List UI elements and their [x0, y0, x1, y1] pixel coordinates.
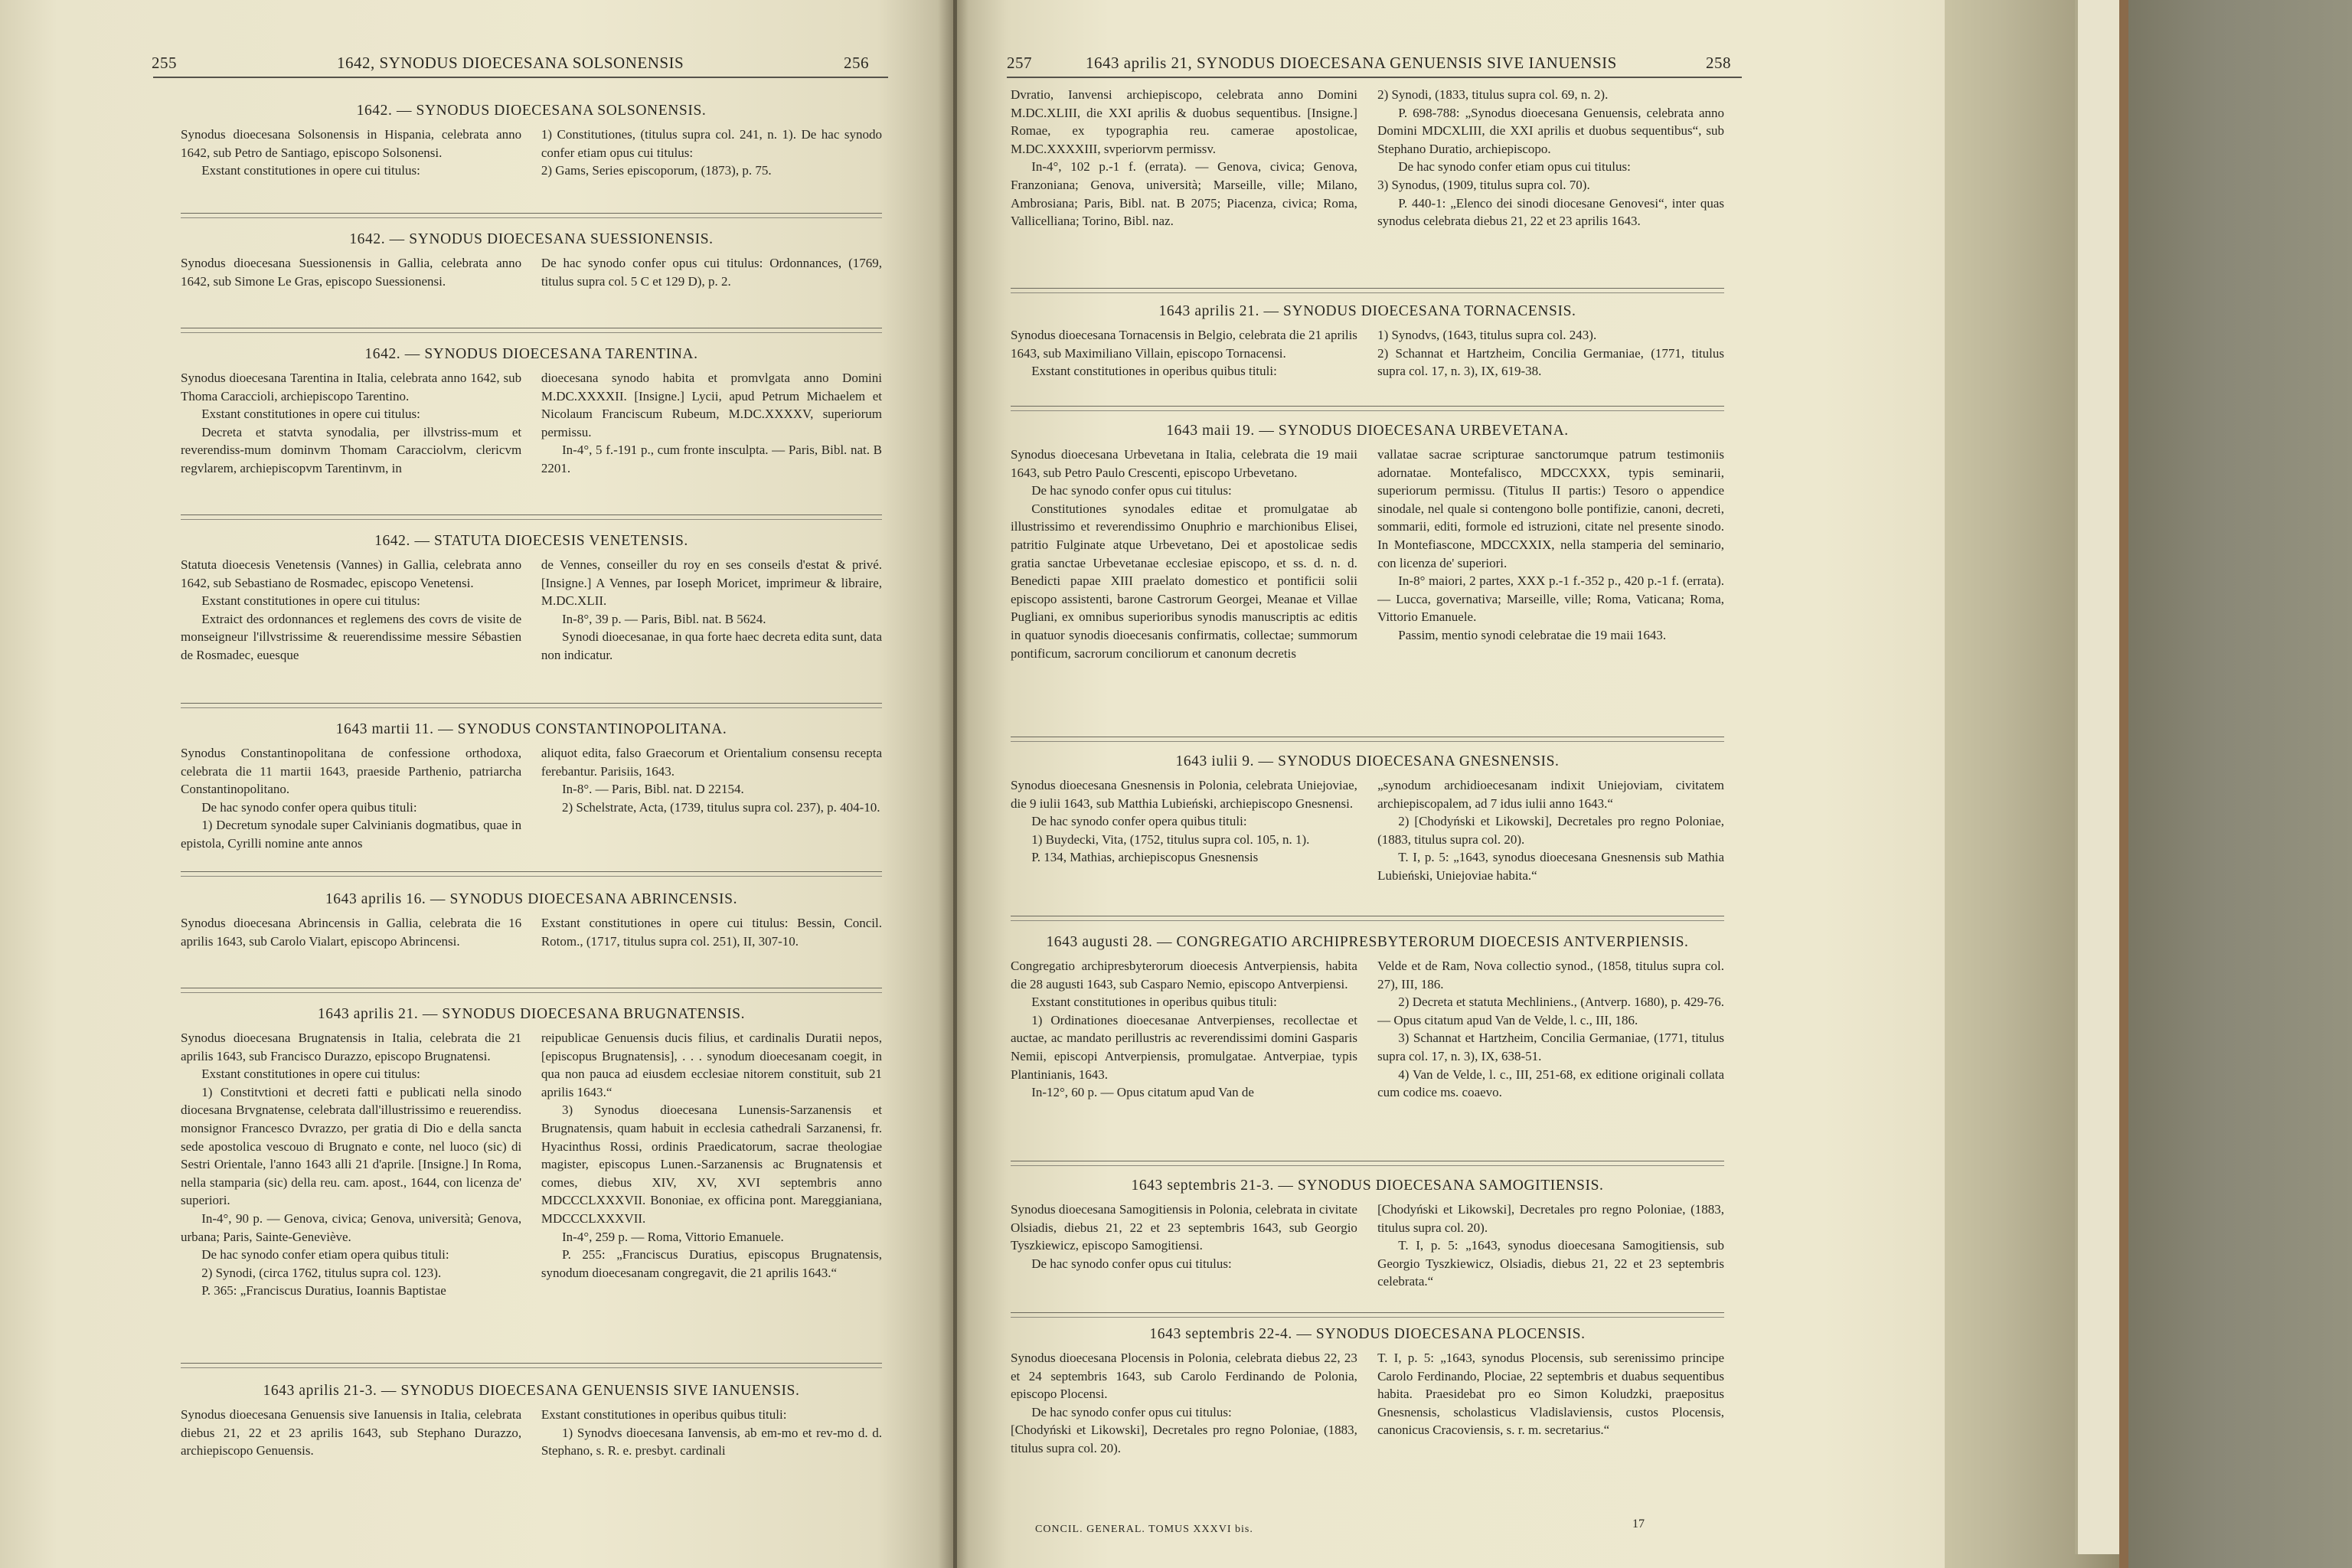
paragraph: 4) Van de Velde, l. c., III, 251-68, ex editione originali collata cum codice ms. coaevo. — [1377, 1067, 1724, 1100]
entry-abrincensis — [181, 891, 882, 950]
head-rule — [1007, 77, 1742, 78]
column — [1011, 1200, 1357, 1291]
paragraph: Synodus dioecesana Samogitiensis in Polonia, celebrata in civitate Olsiadis, diebus 21, 22 et 23 septembris 1643, sub Georgio Tyszkiewicz, episcopo Samogitiensi. — [1011, 1202, 1357, 1253]
page-edges — [1945, 0, 2128, 1568]
entry-samogitiensis — [1011, 1178, 1724, 1291]
page-number: 258 — [1706, 54, 1731, 72]
entry-heading: 1642. — SYNODUS DIOECESANA SOLSONENSIS. — [356, 103, 707, 119]
paragraph: P. 134, Mathias, archiepiscopus Gnesnensis — [1031, 850, 1259, 865]
column — [181, 556, 521, 665]
paragraph: 1) Decretum synodale super Calvinianis dogmatibus, quae in epistola, Cyrilli nomine ante annos — [181, 818, 522, 851]
paragraph: [Chodyński et Likowski], Decretales pro regno Poloniae, (1883, titulus supra col. 20). — [1011, 1423, 1357, 1455]
paragraph: Exstant constitutiones in operibus quibus tituli: — [541, 1407, 787, 1422]
entry-heading: 1643 augusti 28. — CONGREGATIO ARCHIPRESBYTERORUM DIOECESIS ANTVERPIENSIS. — [1046, 934, 1689, 950]
separator — [181, 703, 882, 704]
paragraph: Synodus dioecesana Gnesnensis in Polonia, celebrata Uniejoviae, die 9 iulii 1643, sub Matthia Lubieński, archiepiscopo Gnesnensi. — [1011, 778, 1357, 811]
separator — [181, 871, 882, 872]
paragraph: de Vennes, conseiller du roy en ses conseils d'estat & privé. [Insigne.] A Vennes, par Ioseph Moricet, imprimeur & libraire, M.DC.XLII. — [541, 557, 882, 609]
entry-solsonensis — [181, 103, 882, 180]
paragraph: De hac synodo confer opus cui titulus: Ordonnances, (1769, titulus supra col. 5 C et 129 D), p. 2. — [541, 256, 882, 289]
separator — [181, 332, 882, 333]
page-number: 256 — [844, 54, 869, 72]
paragraph: 2) [Chodyński et Likowski], Decretales pro regno Poloniae, (1883, titulus supra col. 20). — [1377, 814, 1724, 847]
left-page — [0, 0, 953, 1568]
column — [181, 1406, 521, 1460]
paragraph: De hac synodo confer opus cui titulus: — [1031, 1256, 1232, 1271]
entry-heading: 1643 martii 11. — SYNODUS CONSTANTINOPOLITANA. — [335, 721, 727, 737]
separator — [181, 213, 882, 214]
paragraph: T. I, p. 5: „1643, synodus Plocensis, sub serenissimo principe Carolo Ferdinando, Plociae, 22 septembris et duabus sequentibus habita. Praesidebat pro eo Simon Koludzki, praepositus Gnesnensis, scholasticus Vladislaviensis, custos Plocensis, canonicus Cracoviensis, s. r. m. secretarius.“ — [1377, 1351, 1724, 1438]
column — [181, 914, 521, 950]
column — [181, 744, 521, 853]
background — [2128, 0, 2352, 1568]
paragraph: De hac synodo confer opus cui titulus: — [1031, 1404, 1232, 1419]
running-title: 1643 aprilis 21, SYNODUS DIOECESANA GENUENSIS SIVE IANUENSIS — [1086, 54, 1617, 72]
column — [1377, 1349, 1724, 1458]
paragraph: Congregatio archipresbyterorum dioecesis Antverpiensis, habita die 28 augusti 1643, sub Casparo Nemio, episcopo Antverpiensi. — [1011, 959, 1357, 991]
entry-heading: 1643 iulii 9. — SYNODUS DIOECESANA GNESNENSIS. — [1175, 753, 1560, 769]
paragraph: Synodus dioecesana Tarentina in Italia, celebrata anno 1642, sub Thoma Caraccioli, archiepiscopo Tarentino. — [181, 371, 522, 403]
paragraph: Exstant constitutiones in opere cui titulus: — [201, 407, 420, 422]
entry-gnesnensis — [1011, 753, 1724, 885]
paragraph: 1) Ordinationes dioecesanae Antverpienses, recollectae et auctae, ac mandato perillustris ac reverendissimi domini Gasparis Nemii, episcopi Antverpiensis, promulgatae. Antverpiae, typis Plantinianis, 1643. — [1011, 1012, 1357, 1082]
paragraph: Extraict des ordonnances et reglemens des covrs de visite de monseigneur l'illvstrissime & reuerendissime messire Sébastien de Rosmadec, euesque — [181, 611, 522, 662]
paragraph: Exstant constitutiones in operibus quibus tituli: — [1031, 364, 1277, 379]
column — [1377, 326, 1724, 381]
page-number: 255 — [152, 54, 177, 72]
paragraph: vallatae sacrae scripturae sanctorumque patrum testimoniis adornatae. Montefalisco, MDCCXXX, typis seminarii, superiorum permissu. (Titulus II partis:) Tesoro o appendice sinodale, nel quale si contengono bolle pontifizie, canoni, decreti, sommarii, editi, formole ed istruzioni, citate nel presente sinodo. In Montefiascone, MDCCXXIX, nella stamperia del seminario, con licenza de' superiori. — [1377, 447, 1724, 570]
paragraph: Synodus Constantinopolitana de confessione orthodoxa, celebrata die 11 martii 1643, praeside Parthenio, patriarcha Constantinopolitano. — [181, 746, 522, 797]
separator — [1011, 406, 1724, 407]
column — [541, 254, 882, 290]
separator — [181, 217, 882, 218]
entry-genuensis-cont — [1011, 86, 1724, 230]
separator — [1011, 1317, 1724, 1318]
paragraph: In-4°, 5 f.-191 p., cum fronte insculpta. — Paris, Bibl. nat. B 2201. — [541, 443, 882, 475]
column — [541, 369, 882, 478]
paragraph: 2) Decreta et statuta Mechliniens., (Antverp. 1680), p. 429-76. — Opus citatum apud Van de Velde, l. c., III, 186. — [1377, 995, 1724, 1027]
paragraph: [Chodyński et Likowski], Decretales pro regno Poloniae, (1883, titulus supra col. 20). — [1377, 1202, 1724, 1235]
paragraph: De hac synodo confer opera quibus tituli: — [1031, 814, 1247, 829]
footer-signature-line: CONCIL. GENERAL. TOMUS XXXVI bis. — [1035, 1524, 1253, 1535]
entry-constantinopolitana — [181, 721, 882, 853]
column — [541, 914, 882, 950]
paragraph: Dvratio, Ianvensi archiepiscopo, celebrata anno Domini M.DC.XLIII, die XXI aprilis & duobus sequentibus. [Insigne.] Romae, ex typographia reu. camerae apostolicae, M.DC.XXXXIII, svperiorvm permissv. — [1011, 87, 1357, 156]
paragraph: De hac synodo confer etiam opera quibus tituli: — [201, 1247, 449, 1263]
column — [541, 556, 882, 665]
paragraph: Velde et de Ram, Nova collectio synod., (1858, titulus supra col. 27), III, 186. — [1377, 959, 1724, 991]
entry-heading: 1643 maii 19. — SYNODUS DIOECESANA URBEVETANA. — [1166, 423, 1569, 439]
entry-tornacensis — [1011, 303, 1724, 381]
paragraph: Constitutiones synodales editae et promulgatae ab illustrissimo et reverendissimo Onuphrio e marchionibus Elisei, patritio Fulginate atque Urbevetano, Dei et apostolicae sedis gratia sanctae Urbevetanae ecclesiae episcopo, et ss. d. n. d. Benedicti papae XIII praelato domestico et pontificii solii episcopo assistenti, barone Castrorum Georgei, Meanae et Villae Pugliani, ex omnibus superioribus synodis manuscriptis ac editis in quatuor synodis dioecesanis confirmatis, collectae; summorum pontificum, sacrorum conciliorum et canonum decretis — [1011, 501, 1357, 661]
paragraph: 1) Synodvs dioecesana Ianvensis, ab em-mo et rev-mo d. d. Stephano, s. R. e. presbyt. cardinali — [541, 1425, 882, 1459]
separator — [181, 707, 882, 708]
column — [1377, 957, 1724, 1102]
running-title: 1642, SYNODUS DIOECESANA SOLSONENSIS — [337, 54, 684, 72]
paragraph: 2) Gams, Series episcoporum, (1873), p. 75. — [541, 163, 772, 178]
page-number: 257 — [1007, 54, 1032, 72]
paragraph: „synodum archidioecesanam indixit Uniejoviam, civitatem archiepiscopalem, ad 7 idus iulii anno 1643.“ — [1377, 778, 1724, 811]
paragraph: Synodus dioecesana Urbevetana in Italia, celebrata die 19 maii 1643, sub Petro Paulo Crescenti, episcopo Urbevetano. — [1011, 447, 1357, 480]
paragraph: Synodus dioecesana Genuensis sive Ianuensis in Italia, celebrata diebus 21, 22 et 23 aprilis 1643, sub Stephano Durazzo, archiepiscopo Genuensis. — [181, 1407, 522, 1459]
paragraph: P. 698-788: „Synodus dioecesana Genuensis, celebrata anno Domini MDCXLIII, die XXI aprilis et duobus sequentibus“, sub Stephano Duratio, archiepiscopo. — [1377, 105, 1724, 156]
paragraph: In-8°, 39 p. — Paris, Bibl. nat. B 5624. — [562, 611, 766, 626]
column — [541, 1029, 882, 1300]
paragraph: 3) Synodus, (1909, titulus supra col. 70). — [1377, 177, 1590, 192]
separator — [1011, 1312, 1724, 1313]
paragraph: 1) Constitvtioni et decreti fatti e publicati nella sinodo diocesana Brvgnatense, celebrata dall'illustrissimo e reuerendiss. monsignor Francesco Dvrazzo, per gratia di Dio e della sancta sede apostolica vescouo di Brugnato e conte, nel luoco (sic) di Sestri Orientale, l'anno 1643 alli 21 d'aprile. [Insigne.] In Roma, nella stamparia (sic) della reu. cam. apost., 1644, con licenza de' superiori. — [181, 1084, 522, 1208]
column — [181, 254, 521, 290]
column — [541, 126, 882, 180]
separator — [1011, 410, 1724, 411]
column — [1011, 446, 1357, 662]
paragraph: dioecesana synodo habita et promvlgata anno Domini M.DC.XXXXII. [Insigne.] Lycii, apud Petrum Michaelem et Nicolaum Franciscum Rubeum, M.DC.XXXXV, superiorum permissu. — [541, 371, 882, 439]
column — [181, 369, 521, 478]
column — [1377, 446, 1724, 662]
entry-heading: 1643 aprilis 21. — SYNODUS DIOECESANA BRUGNATENSIS. — [317, 1006, 746, 1022]
paragraph: Exstant constitutiones in opere cui titulus: — [201, 593, 420, 609]
paragraph: P. 365: „Franciscus Duratius, Ioannis Baptistae — [201, 1283, 446, 1298]
paragraph: De hac synodo confer opus cui titulus: — [1031, 483, 1232, 498]
paragraph: 2) Schannat et Hartzheim, Concilia Germaniae, (1771, titulus supra col. 17, n. 3), IX, 619-38. — [1377, 345, 1724, 379]
entry-heading: 1642. — SYNODUS DIOECESANA TARENTINA. — [364, 346, 698, 362]
paragraph: aliquot edita, falso Graecorum et Orientalium consensu recepta ferebantur. Parisiis, 1643. — [541, 746, 882, 779]
paragraph: 2) Synodi, (circa 1762, titulus supra col. 123). — [201, 1265, 442, 1280]
entry-brugnatensis — [181, 1006, 882, 1300]
paragraph: In-4°, 259 p. — Roma, Vittorio Emanuele. — [562, 1229, 784, 1244]
paragraph: In-8°. — Paris, Bibl. nat. D 22154. — [562, 782, 744, 797]
column — [1377, 1200, 1724, 1291]
separator — [181, 519, 882, 520]
column — [1011, 86, 1357, 230]
paragraph: 3) Schannat et Hartzheim, Concilia Germaniae, (1771, titulus supra col. 17, n. 3), IX, 638-51. — [1377, 1031, 1724, 1063]
separator — [1011, 741, 1724, 742]
paragraph: De hac synodo confer etiam opus cui titulus: — [1398, 159, 1631, 175]
entry-genuensis — [181, 1383, 882, 1460]
paragraph: Exstant constitutiones in operibus quibus tituli: — [1031, 995, 1277, 1010]
entry-plocensis — [1011, 1326, 1724, 1458]
entry-heading: 1643 aprilis 21-3. — SYNODUS DIOECESANA GENUENSIS SIVE IANUENSIS. — [263, 1383, 800, 1399]
paragraph: Exstant constitutiones in opere cui titulus: Bessin, Concil. Rotom., (1717, titulus supra col. 251), II, 307-10. — [541, 916, 882, 949]
entry-tarentina — [181, 346, 882, 478]
sheet-signature: 17 — [1632, 1517, 1645, 1530]
paragraph: T. I, p. 5: „1643, synodus dioecesana Gnesnensis sub Mathia Lubieński, Uniejoviae habita.“ — [1377, 850, 1724, 883]
right-page — [957, 0, 1975, 1568]
column — [1011, 326, 1357, 381]
separator — [1011, 288, 1724, 289]
paragraph: Statuta dioecesis Venetensis (Vannes) in Gallia, celebrata anno 1642, sub Sebastiano de Rosmadec, episcopo Venetensi. — [181, 557, 522, 590]
paragraph: 3) Synodus dioecesana Lunensis-Sarzanensis et Brugnatensis, quam habuit in ecclesia cathedrali Sarzanensi, fr. Hyacinthus Rossi, ordinis Praedicatorum, sacrae theologiae magister, episcopus Lunen.-Sarzanensis ac Brugnatensis et comes, diebus XIV, XV, XVI septembris anno MDCCCLXXXVII. Bononiae, ex officina pont. Mareggianiana, MDCCCLXXXVII. — [541, 1102, 882, 1226]
separator — [181, 992, 882, 993]
entry-suessionensis — [181, 231, 882, 290]
paragraph: 2) Schelstrate, Acta, (1739, titulus supra col. 237), p. 404-10. — [562, 799, 880, 815]
entry-heading: 1643 aprilis 16. — SYNODUS DIOECESANA ABRINCENSIS. — [325, 891, 738, 907]
paragraph: Decreta et statvta synodalia, per illvstriss-mum et reverendiss-mum dominvm Thomam Caracciolvm, clericvm regvlarem, archiepiscopvm Tarentinvm, in — [181, 424, 522, 475]
paragraph: 1) Synodvs, (1643, titulus supra col. 243). — [1377, 328, 1597, 342]
paragraph: P. 255: „Franciscus Duratius, episcopus Brugnatensis, synodum dioecesanam congregavit, die 21 aprilis 1643.“ — [541, 1247, 882, 1280]
separator — [1011, 1165, 1724, 1166]
paragraph: In-4°, 102 p.-1 f. (errata). — Genova, civica; Genova, Franzoniana; Genova, università; Marseille, ville; Milano, Ambrosiana; Paris, Bibl. nat. B 2075; Piacenza, civica; Roma, Vallicelliana; Torino, Bibl. naz. — [1011, 159, 1357, 229]
paragraph: T. I, p. 5: „1643, synodus dioecesana Samogitiensis, sub Georgio Tyszkiewicz, Olsiadis, diebus 21, 22 et 23 septembris celebrata.“ — [1377, 1238, 1724, 1289]
column — [1011, 1349, 1357, 1458]
column — [1377, 86, 1724, 230]
paragraph: Synodus dioecesana Solsonensis in Hispania, celebrata anno 1642, sub Petro de Santiago, episcopo Solsonensi. — [181, 127, 522, 160]
entry-heading: 1643 septembris 21-3. — SYNODUS DIOECESANA SAMOGITIENSIS. — [1131, 1178, 1604, 1194]
column — [541, 1406, 882, 1460]
paragraph: Passim, mentio synodi celebratae die 19 maii 1643. — [1398, 627, 1667, 642]
page-block — [2075, 0, 2124, 1554]
separator — [181, 514, 882, 515]
entry-heading: 1643 septembris 22-4. — SYNODUS DIOECESANA PLOCENSIS. — [1149, 1326, 1586, 1342]
paragraph: 1) Constitutiones, (titulus supra col. 241, n. 1). De hac synodo confer etiam opus cui titulus: — [541, 127, 882, 160]
paragraph: Exstant constitutiones in opere cui titulus: — [201, 1067, 420, 1082]
separator — [1011, 292, 1724, 293]
paragraph: Synodus dioecesana Brugnatensis in Italia, celebrata die 21 aprilis 1643, sub Francisco Durazzo, episcopo Brugnatensi. — [181, 1031, 522, 1063]
paragraph: Synodus dioecesana Abrincensis in Gallia, celebrata die 16 aprilis 1643, sub Carolo Vialart, episcopo Abrincensi. — [181, 916, 522, 949]
entry-urbevetana — [1011, 423, 1724, 662]
paragraph: 2) Synodi, (1833, titulus supra col. 69, n. 2). — [1377, 87, 1609, 102]
head-rule — [153, 77, 888, 78]
column — [541, 744, 882, 853]
separator — [1011, 920, 1724, 921]
separator — [181, 1367, 882, 1368]
entry-heading: 1643 aprilis 21. — SYNODUS DIOECESANA TORNACENSIS. — [1158, 303, 1576, 319]
paragraph: reipublicae Genuensis ducis filius, et cardinalis Duratii nepos, [episcopus Brugnatensis], . . . synodum dioecesanam coegit, in qua non pauca ad eiusdem ecclesiae nitorem constituit, sub 21 aprilis 1643.“ — [541, 1031, 882, 1099]
paragraph: 1) Buydecki, Vita, (1752, titulus supra col. 105, n. 1). — [1031, 831, 1310, 847]
paragraph: P. 440-1: „Elenco dei sinodi diocesane Genovesi“, inter quas synodus celebrata diebus 21, 22 et 23 aprilis 1643. — [1377, 195, 1724, 229]
paragraph: In-4°, 90 p. — Genova, civica; Genova, università; Genova, urbana; Paris, Sainte-Geneviève. — [181, 1210, 522, 1244]
paragraph: De hac synodo confer opera quibus tituli: — [201, 799, 417, 815]
entry-venetensis — [181, 533, 882, 665]
paragraph: In-8° maiori, 2 partes, XXX p.-1 f.-352 p., 420 p.-1 f. (errata). — Lucca, governativa; Marseille, ville; Roma, Vaticana; Roma, Vittorio Emanuele. — [1377, 573, 1724, 625]
column — [1377, 776, 1724, 885]
paragraph: Synodus dioecesana Suessionensis in Gallia, celebrata anno 1642, sub Simone Le Gras, episcopo Suessionensi. — [181, 256, 522, 289]
separator — [181, 876, 882, 877]
paragraph: Synodi dioecesanae, in qua forte haec decreta edita sunt, data non indicatur. — [541, 629, 882, 662]
column — [181, 1029, 521, 1300]
entry-heading: 1642. — STATUTA DIOECESIS VENETENSIS. — [374, 533, 688, 549]
separator — [181, 1363, 882, 1364]
entry-heading: 1642. — SYNODUS DIOECESANA SUESSIONENSIS. — [349, 231, 714, 247]
entry-antverpiensis — [1011, 934, 1724, 1102]
paragraph: In-12°, 60 p. — Opus citatum apud Van de — [1031, 1085, 1254, 1100]
paragraph: Synodus dioecesana Tornacensis in Belgio, celebrata die 21 aprilis 1643, sub Maximiliano Villain, episcopo Tornacensi. — [1011, 328, 1357, 361]
column — [1011, 957, 1357, 1102]
paragraph: Exstant constitutiones in opere cui titulus: — [201, 163, 420, 178]
paragraph: Synodus dioecesana Plocensis in Polonia, celebrata diebus 22, 23 et 24 septembris 1643, sub Carolo Ferdinando de Polonia, episcopo Plocensi. — [1011, 1351, 1357, 1402]
column — [1011, 776, 1357, 885]
book-gutter — [938, 0, 969, 1568]
column — [181, 126, 521, 180]
